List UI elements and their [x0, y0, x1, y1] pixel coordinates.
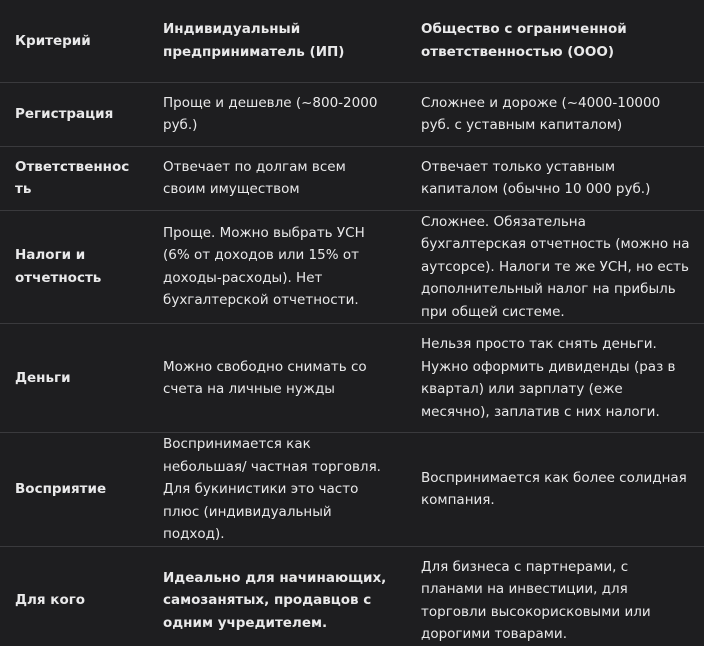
ip-cell: Проще и дешевле (~800-2000 руб.) — [148, 82, 406, 146]
criterion-cell: Для кого — [0, 546, 148, 646]
table-row — [0, 82, 704, 146]
ip-cell: Можно свободно снимать со счета на личные нужды — [148, 324, 406, 433]
criterion-cell: Налоги и отчетность — [0, 210, 148, 324]
ip-cell: Воспринимается как небольшая/ частная торговля. Для букинистики это часто плюс (индивидуальный подход). — [148, 433, 406, 547]
ip-cell: Проще. Можно выбрать УСН (6% от доходов или 15% от доходы-расходы). Нет бухгалтерской отчетности. — [148, 210, 406, 324]
ooo-cell: Сложнее и дороже (~4000-10000 руб. с уставным капиталом) — [406, 82, 704, 146]
header-ip: Индивидуальный предприниматель (ИП) — [148, 0, 406, 82]
criterion-cell: Восприятие — [0, 433, 148, 547]
table-row — [0, 433, 704, 547]
criterion-cell: Деньги — [0, 324, 148, 433]
ooo-cell: Воспринимается как более солидная компания. — [406, 433, 704, 547]
ip-cell: Отвечает по долгам всем своим имуществом — [148, 146, 406, 210]
ooo-cell: Для бизнеса с партнерами, с планами на инвестиции, для торговли высокорисковыми или дорогими товарами. — [406, 546, 704, 646]
table-row — [0, 324, 704, 433]
criterion-cell: Регистрация — [0, 82, 148, 146]
table-row — [0, 210, 704, 324]
table-row — [0, 146, 704, 210]
table-header-row — [0, 0, 704, 82]
ooo-cell: Отвечает только уставным капиталом (обычно 10 000 руб.) — [406, 146, 704, 210]
ooo-cell: Сложнее. Обязательна бухгалтерская отчетность (можно на аутсорсе). Налоги те же УСН, но есть дополнительный налог на прибыль при общей системе. — [406, 210, 704, 324]
ip-cell: Идеально для начинающих, самозанятых, продавцов с одним учредителем. — [148, 546, 406, 646]
header-ooo: Общество с ограниченной ответственностью (ООО) — [406, 0, 704, 82]
table-row — [0, 546, 704, 646]
ooo-cell: Нельзя просто так снять деньги. Нужно оформить дивиденды (раз в квартал) или зарплату (еже месячно), заплатив с них налоги. — [406, 324, 704, 433]
criterion-cell: Ответственность — [0, 146, 148, 210]
header-criterion: Критерий — [0, 0, 148, 82]
